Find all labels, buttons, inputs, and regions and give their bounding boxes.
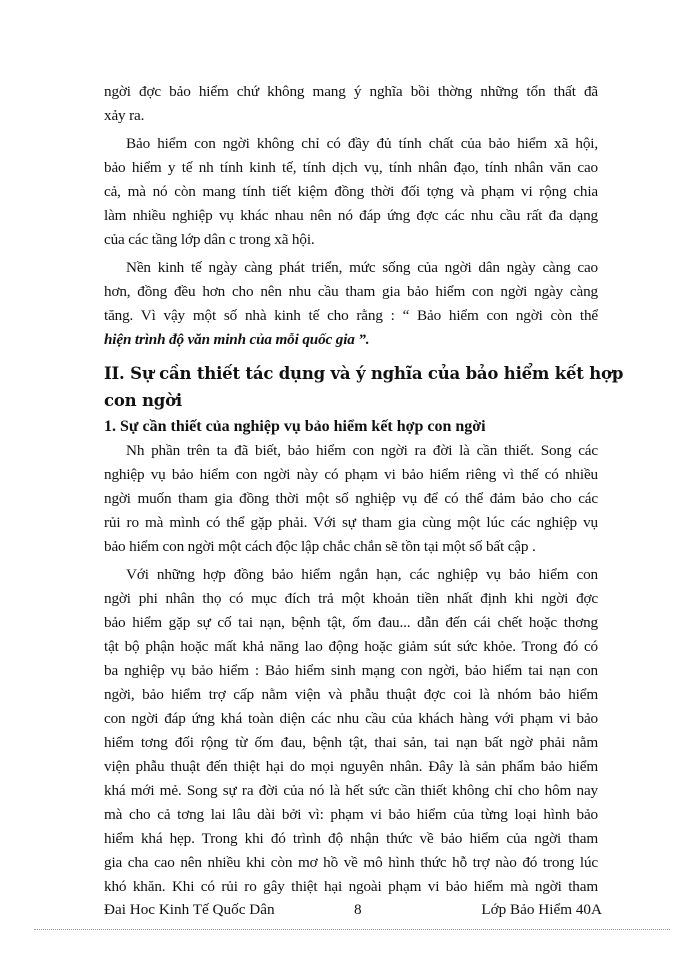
text-line: Bảo hiểm con ngời không chỉ có đầy đủ tính chất của bảo hiểm xã hội, <box>126 135 598 152</box>
heading-line: II. Sự cần thiết tác dụng và ý nghĩa của bảo hiểm kết hợp <box>104 364 624 383</box>
text-line: bảo hiểm y tế nh tính kinh tế, tính dịch vụ, tính nhân đạo, tính nhân văn cao <box>104 159 598 176</box>
text-line: Nền kinh tế ngày càng phát triển, mức sống của ngời dân ngày càng cao <box>126 259 598 276</box>
text-line: bảo hiểm gặp sự cố tai nạn, bệnh tật, ốm đau... dẫn đến cái chết hoặc thơng <box>104 614 598 631</box>
text-line: khá mới mẻ. Song sự ra đời của nó là hết sức cần thiết không chỉ cho hôm nay <box>104 782 598 799</box>
text-line: Với những hợp đồng bảo hiểm ngắn hạn, các nghiệp vụ bảo hiểm con <box>126 566 598 583</box>
text-line: con ngời đáp ứng khá toàn diện các nhu cầu của khách hàng với phạm vi bảo <box>104 710 598 727</box>
page-footer <box>104 898 602 922</box>
text-line: hiểm tơng đối rộng từ ốm đau, bệnh tật, thai sản, tai nạn bất ngờ phải nằm <box>104 734 598 751</box>
paragraph-economy <box>104 256 598 352</box>
text-line: gia cha cao nên nhiều khi còn mơ hồ về mô hình thức hỗ trợ nào đó trong lúc <box>104 854 598 871</box>
paragraph-insurance-nature <box>104 132 598 252</box>
text-line: rủi ro mà mình có thể gặp phải. Với sự tham gia cùng một lúc các nghiệp vụ <box>104 514 598 531</box>
page-body <box>104 80 624 899</box>
footer-class: Lớp Bảo Hiểm 40A <box>481 901 602 918</box>
text-line: xảy ra. <box>104 107 145 124</box>
text-line: Nh phần trên ta đã biết, bảo hiểm con ngời ra đời là cần thiết. Song các <box>126 442 598 459</box>
paragraph-necessity <box>104 439 598 559</box>
text-line: tăng. Vì vậy một số nhà kinh tế cho rằng : “ Bảo hiểm con ngời còn thể <box>104 307 598 324</box>
text-line: khó khăn. Khi có rủi ro gây thiệt hại ngoài phạm vi bảo hiểm mà ngời tham <box>104 878 598 895</box>
text-line: mà cho cả tơng lai lâu dài bởi vì: phạm vi bảo hiểm của từng loại hình bảo <box>104 806 598 823</box>
text-line: tật bộ phận hoặc mất khả năng lao động hoặc giảm sút sức khỏe. Trong đó có <box>104 638 598 655</box>
paragraph-continuation <box>104 80 598 128</box>
text-line: bảo hiểm con ngời một cách độc lập chắc chắn sẽ tồn tại một số bất cập . <box>104 538 536 555</box>
text-line: nghiệp vụ bảo hiểm con ngời này có phạm vi bảo hiểm riêng vì thế có nhiều <box>104 466 598 483</box>
heading-line: con ngời <box>104 391 182 410</box>
text-line: ngời muốn tham gia đồng thời một số nghiệp vụ để có thể đảm bảo cho các <box>104 490 598 507</box>
text-line: ngời, bảo hiểm trợ cấp nằm viện và phẫu thuật đợc coi là nhóm bảo hiểm <box>104 686 598 703</box>
footer-page-number: 8 <box>354 901 362 918</box>
text-line: ngời đợc bảo hiểm chứ không mang ý nghĩa bồi thờng những tổn thất đã <box>104 83 598 100</box>
text-line: ba nghiệp vụ bảo hiểm : Bảo hiểm sinh mạng con ngời, bảo hiểm tai nạn con <box>104 662 598 679</box>
text-line: cả, mà nó còn mang tính tiết kiệm đồng thời đối tợng và phạm vi rộng chia <box>104 183 598 200</box>
footer-university: Đai Hoc Kinh Tế Quốc Dân <box>104 901 275 918</box>
subsection-heading: 1. Sự cần thiết của nghiệp vụ bảo hiểm kết hợp con ngời <box>104 418 486 435</box>
footer-divider <box>34 929 670 930</box>
text-line: hơn, đồng đều hơn cho nên nhu cầu tham gia bảo hiểm con ngời ngày càng <box>104 283 598 300</box>
text-line: làm nhiều nghiệp vụ khác nhau nên nó đáp ứng đợc các nhu cầu rất đa dạng <box>104 207 598 224</box>
text-line: viện phẫu thuật đến thiệt hại do mọi nguyên nhân. Đây là sản phẩm bảo hiểm <box>104 758 598 775</box>
text-line: ngời phi nhân thọ có mục đích trả một khoản tiền nhất định khi ngời đợc <box>104 590 598 607</box>
text-line: hiểm khá hẹp. Trong khi đó trình độ nhận thức về bảo hiểm của ngời tham <box>104 830 598 847</box>
quote-line: hiện trình độ văn minh của mỗi quốc gia ”. <box>104 331 370 348</box>
paragraph-short-term-contracts <box>104 563 598 899</box>
section-heading <box>104 360 624 414</box>
text-line: của các tầng lớp dân c trong xã hội. <box>104 231 315 248</box>
